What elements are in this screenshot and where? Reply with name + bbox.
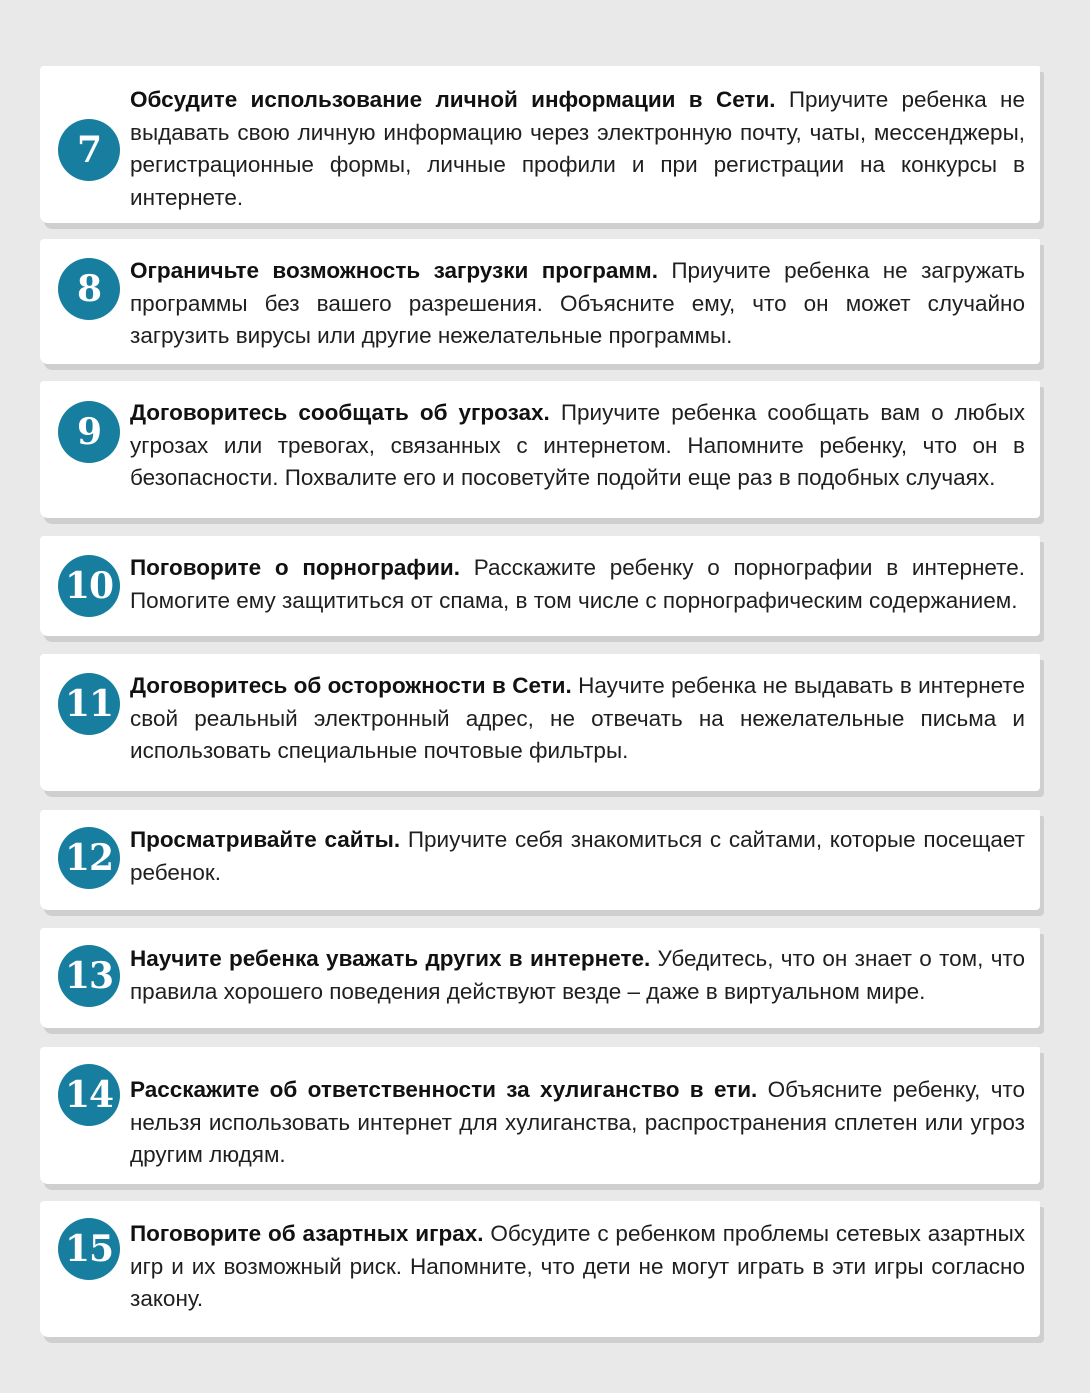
tip-text bbox=[130, 943, 1025, 1008]
tip-card bbox=[40, 536, 1040, 636]
tip-number-badge: 7 bbox=[58, 119, 120, 181]
tip-number-badge: 13 bbox=[58, 945, 120, 1007]
tip-number-badge: 8 bbox=[58, 258, 120, 320]
tip-title: Ограничьте возможность загрузки программ. bbox=[130, 258, 658, 283]
tip-number-badge: 11 bbox=[58, 673, 120, 735]
tip-title: Научите ребенка уважать других в интернете. bbox=[130, 946, 651, 971]
tip-title: Договоритесь сообщать об угрозах. bbox=[130, 400, 550, 425]
tip-body: Приучите ребенка не выдавать свою личную информацию через электронную почту, чаты, мессенджеры, регистрационные формы, личные профили и при регистрации на конкурсы в интернете. bbox=[130, 87, 1025, 210]
tip-card bbox=[40, 654, 1040, 791]
tip-body: Приучите ребенка сообщать вам о любых угрозах или тревогах, связанных с интернетом. Напомните ребенку, что он в безопасности. Похвалите его и посоветуйте подойти еще раз в подобных случаях. bbox=[130, 400, 1025, 490]
tip-number-badge: 12 bbox=[58, 827, 120, 889]
tip-title: Расскажите об ответственности за хулиганство в ети. bbox=[130, 1077, 758, 1102]
tip-body: Объясните ребенку, что нельзя использовать интернет для хулиганства, распространения сплетен или угроз другим людям. bbox=[130, 1077, 1025, 1167]
tip-number-badge: 9 bbox=[58, 401, 120, 463]
tip-body: Научите ребенка не выдавать в интернете свой реальный электронный адрес, не отвечать на нежелательные письма и использовать специальные почтовые фильтры. bbox=[130, 673, 1025, 763]
tip-title: Обсудите использование личной информации в Сети. bbox=[130, 87, 776, 112]
tip-card bbox=[40, 810, 1040, 910]
tip-text bbox=[130, 255, 1025, 353]
tip-text bbox=[130, 84, 1025, 214]
tip-text bbox=[130, 824, 1025, 889]
tip-body: Убедитесь, что он знает о том, что правила хорошего поведения действуют везде – даже в виртуальном мире. bbox=[130, 946, 1025, 1004]
tip-body: Приучите ребенка не загружать программы без вашего разрешения. Объясните ему, что он может случайно загрузить вирусы или другие нежелательные программы. bbox=[130, 258, 1025, 348]
tip-title: Договоритесь об осторожности в Сети. bbox=[130, 673, 572, 698]
tip-number-badge: 14 bbox=[58, 1064, 120, 1126]
tip-card bbox=[40, 66, 1040, 223]
tip-text bbox=[130, 670, 1025, 768]
tip-card bbox=[40, 381, 1040, 518]
tip-text bbox=[130, 397, 1025, 495]
tip-text bbox=[130, 1218, 1025, 1316]
tip-card bbox=[40, 1201, 1040, 1337]
tip-card bbox=[40, 1047, 1040, 1184]
tip-card bbox=[40, 928, 1040, 1028]
tip-text bbox=[130, 552, 1025, 617]
tip-body: Расскажите ребенку о порнографии в интернете. Помогите ему защититься от спама, в том числе с порнографическим содержанием. bbox=[130, 555, 1025, 613]
tip-title: Поговорите о порнографии. bbox=[130, 555, 460, 580]
tip-body: Приучите себя знакомиться с сайтами, которые посещает ребенок. bbox=[130, 827, 1025, 885]
tip-number-badge: 15 bbox=[58, 1218, 120, 1280]
tip-text bbox=[130, 1074, 1025, 1172]
tip-number-badge: 10 bbox=[58, 555, 120, 617]
tip-body: Обсудите с ребенком проблемы сетевых азартных игр и их возможный риск. Напомните, что дети не могут играть в эти игры согласно закону. bbox=[130, 1221, 1025, 1311]
tip-title: Просматривайте сайты. bbox=[130, 827, 401, 852]
tip-title: Поговорите об азартных играх. bbox=[130, 1221, 484, 1246]
tip-card bbox=[40, 239, 1040, 364]
